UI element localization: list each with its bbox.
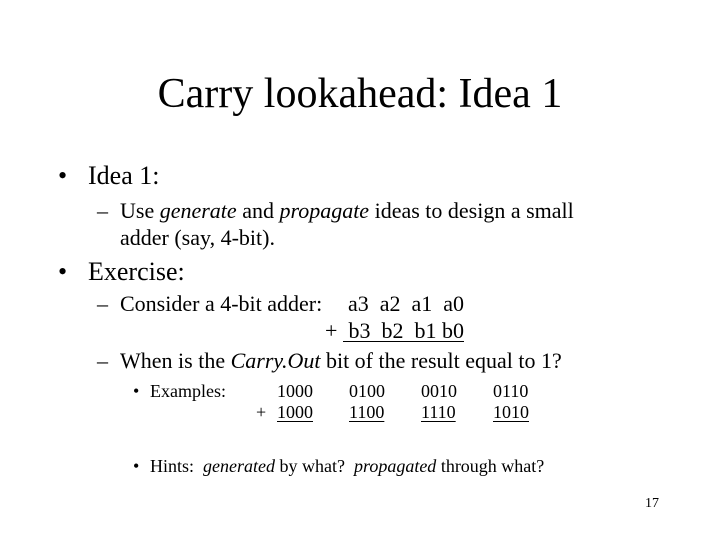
hints-line bbox=[150, 455, 544, 477]
text-span: When is the bbox=[120, 348, 231, 373]
bullet-marker: • bbox=[58, 257, 68, 286]
bullet-marker: • bbox=[133, 456, 140, 476]
dash-marker: – bbox=[97, 291, 108, 316]
example-top: 0010 bbox=[421, 381, 457, 401]
propagated-term: propagated bbox=[353, 456, 437, 476]
example-bottom: 1000 bbox=[277, 402, 313, 422]
bullet-marker: • bbox=[133, 381, 140, 401]
bullet-marker: • bbox=[58, 161, 68, 190]
slide-title: Carry lookahead: Idea 1 bbox=[157, 71, 563, 117]
example-bottom: 1110 bbox=[421, 402, 456, 422]
idea1-line1 bbox=[120, 197, 574, 224]
examples-label: Examples: bbox=[150, 381, 226, 401]
example-bottom: 1100 bbox=[349, 402, 385, 422]
propagate-term: propagate bbox=[279, 198, 370, 223]
plus-sign: + bbox=[325, 318, 338, 343]
text-span: Hints: bbox=[150, 456, 204, 476]
page-number: 17 bbox=[645, 496, 659, 511]
a-operand-row: a3 a2 a1 a0 bbox=[348, 291, 465, 316]
consider-text: Consider a 4-bit adder: bbox=[120, 291, 323, 316]
text-span: ideas to design a small bbox=[369, 198, 574, 223]
example-top: 1000 bbox=[277, 381, 313, 401]
text-span: through what? bbox=[436, 456, 545, 476]
generate-term: generate bbox=[159, 198, 237, 223]
text-span: bit of the result equal to 1? bbox=[320, 348, 562, 373]
text-span: Use bbox=[120, 198, 160, 223]
bullet-idea1: Idea 1: bbox=[88, 161, 160, 190]
text-span: and bbox=[236, 198, 280, 223]
dash-marker: – bbox=[97, 348, 108, 373]
example-top: 0110 bbox=[493, 381, 529, 401]
b-operand-row: b3 b2 b1 b0 bbox=[343, 318, 464, 343]
dash-marker: – bbox=[97, 198, 108, 223]
text-span: by what? bbox=[275, 456, 354, 476]
bullet-exercise: Exercise: bbox=[88, 257, 185, 286]
carryout-question bbox=[120, 347, 562, 374]
example-top: 0100 bbox=[349, 381, 385, 401]
example-bottom: 1010 bbox=[493, 402, 529, 422]
example-plus: + bbox=[256, 402, 267, 422]
generated-term: generated bbox=[203, 456, 275, 476]
carryout-term: Carry.Out bbox=[230, 348, 321, 373]
idea1-line2: adder (say, 4-bit). bbox=[120, 225, 275, 250]
